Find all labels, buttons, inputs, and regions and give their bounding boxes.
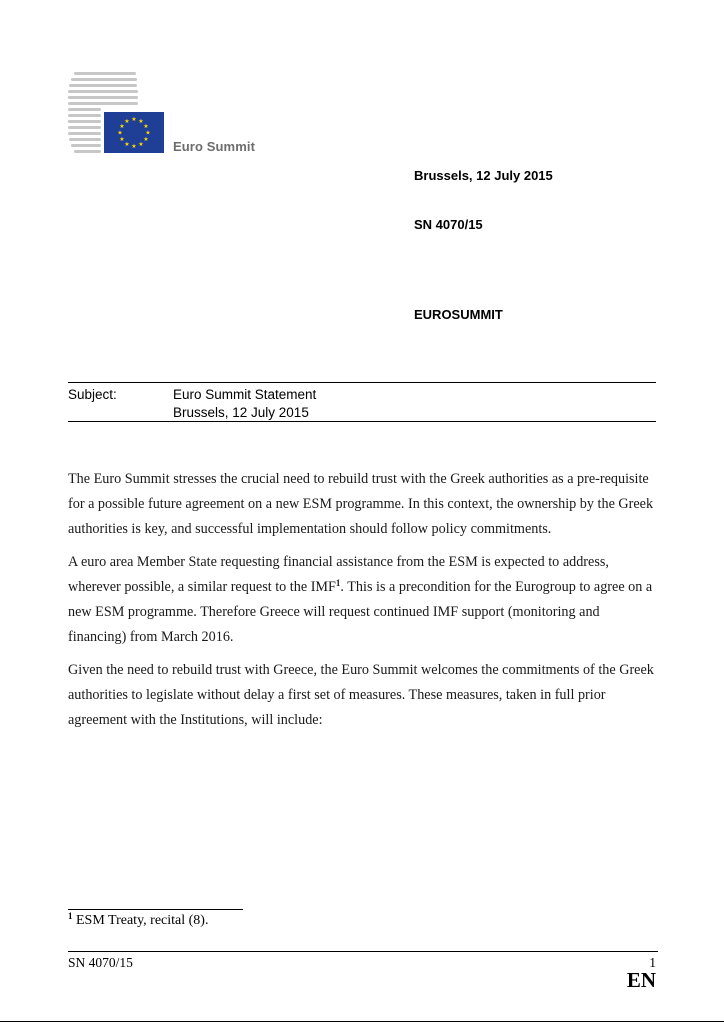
language-code: EN bbox=[626, 968, 656, 992]
svg-text:★: ★ bbox=[119, 123, 125, 130]
footnote bbox=[68, 913, 208, 929]
eu-flag-icon bbox=[104, 112, 164, 153]
footer-rule bbox=[68, 951, 658, 952]
subject-title: Euro Summit Statement bbox=[173, 387, 317, 402]
header-distribution: EUROSUMMIT bbox=[414, 307, 503, 322]
svg-text:★: ★ bbox=[117, 129, 123, 137]
svg-text:★: ★ bbox=[145, 129, 151, 137]
paragraph-2-text: A euro area Member State requesting financial assistance from the ESM is expected to address, wherever possible, a similar request to the IMF bbox=[68, 554, 609, 595]
paragraph-2 bbox=[68, 550, 658, 650]
footnote-number: 1 bbox=[68, 911, 73, 921]
svg-text:★: ★ bbox=[131, 143, 137, 150]
paragraph-3: Given the need to rebuild trust with Greece, the Euro Summit welcomes the commitments of the Greek authorities to legislate without delay a first set of measures. These measures, taken in full prior agreement with the Institutions, will include: bbox=[68, 662, 654, 728]
paragraph-2-text-cont: . This is a precondition for the Eurogroup to agree on a new ESM programme. Therefore Greece will request continued IMF support (monitoring and financing) from March 2016. bbox=[68, 579, 653, 645]
svg-text:★: ★ bbox=[131, 116, 137, 123]
footer-doc-ref: SN 4070/15 bbox=[68, 955, 133, 970]
subject-label: Subject: bbox=[68, 387, 117, 402]
svg-text:★: ★ bbox=[124, 118, 130, 125]
svg-text:★: ★ bbox=[119, 136, 125, 143]
euro-summit-logo bbox=[68, 70, 268, 160]
paragraph-1: The Euro Summit stresses the crucial need to rebuild trust with the Greek authorities as a pre-requisite for a possible future agreement on a new ESM programme. In this context, the ownership by the Greek authorities is key, and successful implementation should follow policy commitments. bbox=[68, 471, 654, 537]
header-doc-ref: SN 4070/15 bbox=[414, 217, 483, 232]
page-bottom-edge bbox=[0, 1021, 724, 1022]
svg-text:★: ★ bbox=[124, 141, 130, 148]
document-body bbox=[68, 467, 658, 741]
footnote-text: ESM Treaty, recital (8). bbox=[72, 913, 209, 928]
page-number: 1 bbox=[649, 955, 656, 970]
svg-text:★: ★ bbox=[143, 123, 149, 130]
header-place-date: Brussels, 12 July 2015 bbox=[414, 168, 553, 183]
subject-block bbox=[68, 382, 656, 422]
footnote-ref[interactable]: 1 bbox=[335, 578, 341, 588]
footnote-separator bbox=[68, 909, 243, 910]
subject-place-date: Brussels, 12 July 2015 bbox=[173, 405, 309, 420]
svg-text:★: ★ bbox=[138, 141, 144, 148]
svg-text:★: ★ bbox=[143, 136, 149, 143]
svg-text:★: ★ bbox=[138, 118, 144, 125]
org-name: Euro Summit bbox=[173, 139, 255, 154]
